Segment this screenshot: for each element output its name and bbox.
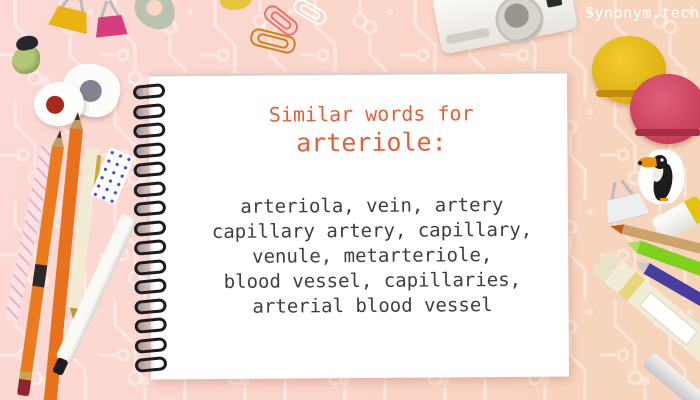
heading-word: arteriole: <box>296 127 447 158</box>
camera-viewfinder <box>545 0 562 8</box>
paper-clip-inner-loop <box>256 32 289 49</box>
spiral-coil <box>134 239 167 256</box>
spiral-notebook <box>149 71 569 380</box>
spiral-coil <box>134 317 167 334</box>
site-watermark: Synonym.tech <box>585 4 700 22</box>
camera-body-bar <box>445 27 490 44</box>
spiral-coil <box>133 141 166 158</box>
synonym-line: blood vessel, capillaries, <box>223 268 522 293</box>
spiral-coil <box>133 180 166 197</box>
spiral-coil <box>133 219 166 236</box>
handle-hole <box>144 0 164 18</box>
pencil-eraser <box>17 379 31 397</box>
spiral-coil <box>134 278 167 295</box>
heading-line-1: Similar words for <box>268 101 474 127</box>
glue-stick-band <box>684 195 700 225</box>
synonym-line: arterial blood vessel <box>252 294 493 318</box>
spiral-coil <box>133 102 166 119</box>
synonym-line: capillary artery, capillary, <box>211 218 533 244</box>
spiral-coil <box>133 122 166 139</box>
macaron-filling <box>635 129 700 136</box>
synonym-line: arteriola, vein, artery <box>240 193 504 218</box>
stone-dot <box>44 94 65 115</box>
highlighter-band <box>618 272 645 301</box>
pink-binder-clip <box>92 0 128 38</box>
spiral-binding <box>133 84 167 371</box>
spiral-coil <box>134 297 167 314</box>
synonym-list <box>184 193 561 321</box>
spiral-coil <box>133 161 166 178</box>
spiral-coil <box>134 336 167 353</box>
synonym-line: venule, metarteriole, <box>252 244 493 268</box>
binder-clip-body <box>94 15 128 38</box>
spiral-coil <box>132 83 165 100</box>
spiral-coil <box>134 356 167 373</box>
green-bird-figurine <box>12 38 42 74</box>
spiral-coil <box>133 200 166 217</box>
pink-macaron <box>630 74 700 144</box>
spiral-coil <box>134 258 167 275</box>
notebook-text-block <box>183 74 561 321</box>
